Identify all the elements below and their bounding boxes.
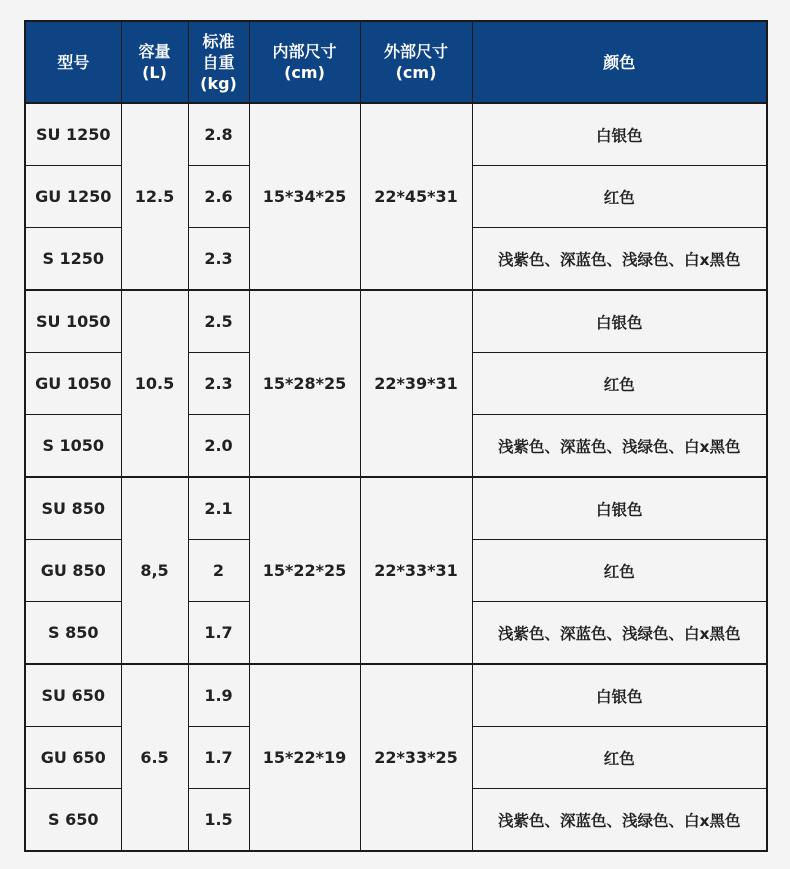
header-capacity xyxy=(121,21,188,103)
capacity-cell: 8,5 xyxy=(121,477,188,664)
header-inner-unit: (cm) xyxy=(284,63,325,82)
model-cell: S 850 xyxy=(25,602,121,665)
header-weight-line1: 标准 xyxy=(202,31,235,51)
model-cell: GU 1050 xyxy=(25,353,121,415)
header-inner-size xyxy=(249,21,360,103)
color-cell: 白银色 xyxy=(472,664,767,727)
outer-size-cell: 22*39*31 xyxy=(360,290,472,477)
weight-cell: 1.7 xyxy=(188,602,249,665)
color-cell: 浅紫色、深蓝色、浅绿色、白x黑色 xyxy=(472,415,767,478)
color-cell: 白银色 xyxy=(472,290,767,353)
weight-cell: 2.8 xyxy=(188,103,249,166)
weight-cell: 1.5 xyxy=(188,789,249,852)
outer-size-cell: 22*33*25 xyxy=(360,664,472,851)
header-color: 颜色 xyxy=(472,21,767,103)
header-model: 型号 xyxy=(25,21,121,103)
table-row xyxy=(25,664,767,727)
model-cell: S 650 xyxy=(25,789,121,852)
model-cell: S 1050 xyxy=(25,415,121,478)
model-cell: GU 850 xyxy=(25,540,121,602)
header-row xyxy=(25,21,767,103)
model-cell: SU 650 xyxy=(25,664,121,727)
color-cell: 红色 xyxy=(472,166,767,228)
header-capacity-unit: (L) xyxy=(142,63,167,82)
color-cell: 浅紫色、深蓝色、浅绿色、白x黑色 xyxy=(472,602,767,665)
model-cell: SU 1050 xyxy=(25,290,121,353)
header-inner-line: 内部尺寸 xyxy=(272,42,337,61)
capacity-cell: 12.5 xyxy=(121,103,188,290)
weight-cell: 1.7 xyxy=(188,727,249,789)
color-cell: 浅紫色、深蓝色、浅绿色、白x黑色 xyxy=(472,789,767,852)
model-cell: SU 1250 xyxy=(25,103,121,166)
header-outer-unit: (cm) xyxy=(395,63,437,82)
model-cell: SU 850 xyxy=(25,477,121,540)
outer-size-cell: 22*45*31 xyxy=(360,103,472,290)
model-cell: S 1250 xyxy=(25,228,121,291)
table-row xyxy=(25,477,767,540)
weight-cell: 2.3 xyxy=(188,353,249,415)
spec-table xyxy=(24,20,768,852)
weight-cell: 2.1 xyxy=(188,477,249,540)
inner-size-cell: 15*22*19 xyxy=(249,664,360,851)
model-cell: GU 1250 xyxy=(25,166,121,228)
color-cell: 白银色 xyxy=(472,477,767,540)
table-row xyxy=(25,103,767,166)
header-outer-line: 外部尺寸 xyxy=(383,42,448,61)
table-row xyxy=(25,290,767,353)
color-cell: 红色 xyxy=(472,353,767,415)
weight-cell: 2.5 xyxy=(188,290,249,353)
inner-size-cell: 15*34*25 xyxy=(249,103,360,290)
weight-cell: 2 xyxy=(188,540,249,602)
header-weight xyxy=(188,21,249,103)
header-outer-size xyxy=(360,21,472,103)
weight-cell: 2.6 xyxy=(188,166,249,228)
weight-cell: 1.9 xyxy=(188,664,249,727)
model-cell: GU 650 xyxy=(25,727,121,789)
color-cell: 浅紫色、深蓝色、浅绿色、白x黑色 xyxy=(472,228,767,291)
capacity-cell: 10.5 xyxy=(121,290,188,477)
capacity-cell: 6.5 xyxy=(121,664,188,851)
color-cell: 红色 xyxy=(472,727,767,789)
inner-size-cell: 15*28*25 xyxy=(249,290,360,477)
header-weight-line2: 自重 xyxy=(202,52,235,72)
weight-cell: 2.3 xyxy=(188,228,249,291)
inner-size-cell: 15*22*25 xyxy=(249,477,360,664)
header-weight-unit: (kg) xyxy=(200,73,237,93)
color-cell: 红色 xyxy=(472,540,767,602)
weight-cell: 2.0 xyxy=(188,415,249,478)
color-cell: 白银色 xyxy=(472,103,767,166)
header-capacity-line: 容量 xyxy=(138,42,171,61)
outer-size-cell: 22*33*31 xyxy=(360,477,472,664)
